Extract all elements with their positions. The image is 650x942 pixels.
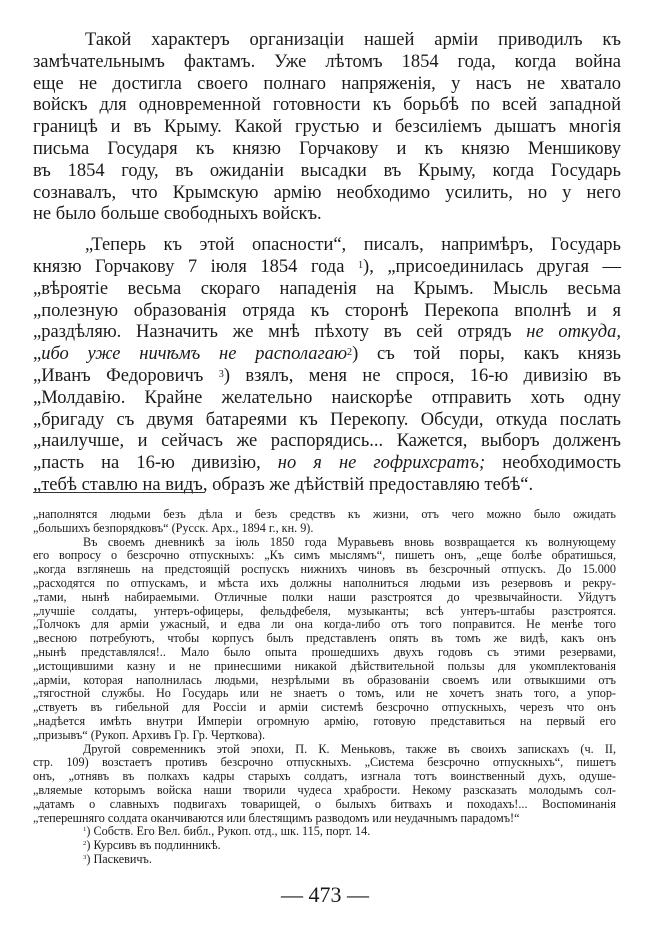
text-segment: „Теперь къ этой опасности“, писалъ, напримѣръ, Государь (85, 235, 621, 256)
text-segment: „вѣроятіе весьма скораго нападенія на Крымъ. Мысль весьма (33, 278, 621, 299)
footnote-mark: 2 (83, 840, 87, 848)
note-line: „Толчокъ для арміи ужасный, и едва ли она когда-либо отъ того поправится. Не менѣе того (33, 617, 616, 632)
text-segment: „тебѣ ставлю на видъ, образъ же дѣйствій предоставляю тебѣ“. (33, 474, 534, 495)
text-segment: границѣ и въ Крыму. Какой грустью и безсиліемъ дышатъ многія (33, 117, 621, 138)
footnote-mark: 3 (83, 853, 87, 861)
note-line: стр. 109) возстаетъ противъ безсрочно отпускныхъ. „Система безсрочно отпускныхъ“, пишетъ (33, 755, 616, 770)
text-segment: ), „присоединилась другая — (363, 256, 622, 277)
note-line: „датамъ о славныхъ подвигахъ товарищей, о былыхъ битвахъ и походахъ!... Воспоминанія (33, 796, 616, 811)
note-line: „вляемые которымъ войска наши творили чудеса храбрости. Некому разсказать молодымъ сол- (33, 782, 616, 797)
note-line: „весною потребуютъ, чтобы корпусъ былъ представленъ опять въ томъ же видѣ, какъ онъ (33, 631, 616, 646)
text-line (33, 235, 621, 257)
main-text (33, 30, 621, 497)
text-segment: князю Горчакову 7 іюля 1854 года (33, 256, 358, 277)
note-line: „теперешняго солдата оканчиваются или блестящимъ разводомъ или неудачнымъ парадомъ!“ (33, 810, 520, 825)
note-line: „расходятся по отпускамъ, и мѣста ихъ должны наполниться людьми изъ резервовъ и рекру- (33, 575, 616, 590)
text-segment: „бригаду съ двумя батареями къ Перекопу. Обсуди, откуда послать (33, 409, 621, 430)
text-line (33, 301, 621, 323)
note-line: онъ, „отнявъ въ полкахъ кадры старыхъ солдатъ, изгнала тотъ воинственный духъ, одуше- (33, 769, 616, 784)
text-segment: „наилучше, и сейчасъ же распорядись... Кажется, выборъ долженъ (33, 431, 621, 452)
text-segment: войскъ для одновременной готовности къ борьбѣ по всей западной (33, 95, 621, 116)
page-number: — 473 — (281, 882, 369, 907)
text-line (33, 257, 621, 279)
footnote (33, 853, 616, 867)
text-segment: „полезную образованія отряда къ сторонѣ Перекопа вполнѣ и я (33, 300, 621, 321)
text-line (33, 74, 621, 96)
text-line (33, 139, 621, 161)
text-line (33, 453, 621, 475)
footnote-text: ) Собств. Его Вел. библ., Рукоп. отд., шк. 115, порт. 14. (86, 824, 371, 839)
text-segment: „ (33, 344, 42, 365)
text-line (33, 95, 621, 117)
paragraph (33, 30, 621, 226)
text-line (33, 279, 621, 301)
text-segment: сознавалъ, что Крымскую армію необходимо усилить, но у него (33, 182, 621, 203)
footnote-ref: 1 (357, 259, 364, 271)
text-line (33, 52, 621, 74)
paragraph (33, 235, 621, 497)
footnote (33, 825, 616, 839)
text-segment: замѣчательнымъ фактамъ. Уже лѣтомъ 1854 года, когда война (33, 51, 621, 72)
note-line: „нынѣ представлялся!.. Мало было опыта прошедшихъ двухъ годовъ съ этими резервами, (33, 644, 616, 659)
note-line: „наполнятся людьми безъ дѣла и безъ средствъ къ жизни, отъ чего можно было ожидать (33, 507, 616, 521)
note-line: „тами, нынѣ набираемыми. Отличные полки наши разстроятся до чрезвычайности. Уйдутъ (33, 589, 616, 604)
note-line: его вопросу о безсрочно отпускныхъ: „Къ симъ мыслямъ“, пишетъ онъ, „еще болѣе обратишься, (33, 548, 616, 563)
note-line: „истощившими казну и не принесшими никакой дѣйствительной пользы для укомплектованія (33, 658, 616, 673)
note-line: „надѣется имѣть внутри Имперіи огромную армію, готовую представиться на первый его (33, 713, 616, 728)
footnote-separator (33, 492, 205, 493)
text-line (33, 322, 621, 344)
italic-text: но я не гофрихсратъ; (277, 453, 486, 474)
footnote-text: ) Паскевичъ. (86, 851, 152, 866)
text-line (33, 431, 621, 453)
text-segment: въ 1854 году, въ ожиданіи высадки въ Крыму, когда Государь (33, 160, 621, 181)
footnote-ref: 3 (218, 368, 224, 380)
note-line: „тягостной службы. Но Государь или не знаетъ о томъ, или не хочетъ знать того, а упор- (33, 686, 616, 701)
note-line: „лучшіе солдаты, унтеръ-офицеры, фельдфебеля, музыканты; всѣ унтеръ-штабы разстроятся. (33, 603, 616, 618)
text-line (33, 344, 621, 366)
text-segment: не было больше свободныхъ войскъ. (33, 204, 322, 225)
italic-text: не откуда, (526, 322, 622, 343)
note-line: „большихъ безпорядковъ“ (Русск. Арх., 1894 г., кн. 9). (33, 520, 314, 535)
footnote (33, 839, 616, 853)
text-line (33, 475, 621, 497)
footnote-mark: 1 (83, 826, 87, 834)
text-line (33, 117, 621, 139)
note-line: Другой современникъ этой эпохи, П. К. Меньковъ, также въ своихъ запискахъ (ч. II, (83, 741, 616, 756)
text-segment: ) съ той поры, какъ князь (352, 344, 621, 365)
text-segment: необходимость (485, 453, 621, 474)
text-line (33, 30, 621, 52)
footnote-text: ) Курсивъ въ подлинникѣ. (86, 838, 221, 853)
footnote-ref: 2 (347, 347, 353, 359)
text-line (33, 410, 621, 432)
text-line (33, 388, 621, 410)
italic-text: ибо уже ничѣмъ не располагаю (41, 344, 348, 365)
note-line: „ствуетъ въ гибельной для Россіи и арміи системѣ безсрочно отпускныхъ, черезъ что онъ (33, 700, 616, 715)
text-segment: „Иванъ Федоровичъ (33, 365, 219, 386)
text-segment: ) взялъ, меня не спрося, 16-ю дивизію въ (223, 365, 621, 386)
footnotes (33, 508, 616, 867)
text-segment: „раздѣляю. Назначить же мнѣ пѣхоту въ сей отрядъ (33, 322, 527, 343)
note-line: Въ своемъ дневникѣ за іюль 1850 года Муравьевъ вновь возвращается къ волнующему (83, 534, 616, 549)
text-line (33, 204, 621, 226)
note-line: „арміи, которая наполнилась людьми, незрѣлыми въ образованіи своемъ или отвыкшими отъ (33, 672, 616, 687)
text-segment: „Молдавію. Крайне желательно наискорѣе отправить хоть одну (33, 387, 621, 408)
text-segment: Такой характеръ организаціи нашей арміи приводилъ къ (85, 30, 621, 50)
text-segment: письма Государя къ князю Горчакову и къ князю Меншикову (33, 138, 621, 159)
text-segment: „пасть на 16-ю дивизію, (33, 453, 278, 474)
text-line (33, 366, 621, 388)
note-line: „призывъ“ (Рукоп. Архивъ Гр. Гр. Черткова). (33, 727, 266, 742)
text-line (33, 161, 621, 183)
text-segment: еще не достигла своего полнаго напряженія, у насъ не хватало (33, 73, 621, 94)
text-line (33, 183, 621, 205)
note-line: „когда взглянешь на предстоящій роспускъ нижнихъ чиновъ въ безсрочный отпускъ. До 15.000 (33, 562, 616, 577)
